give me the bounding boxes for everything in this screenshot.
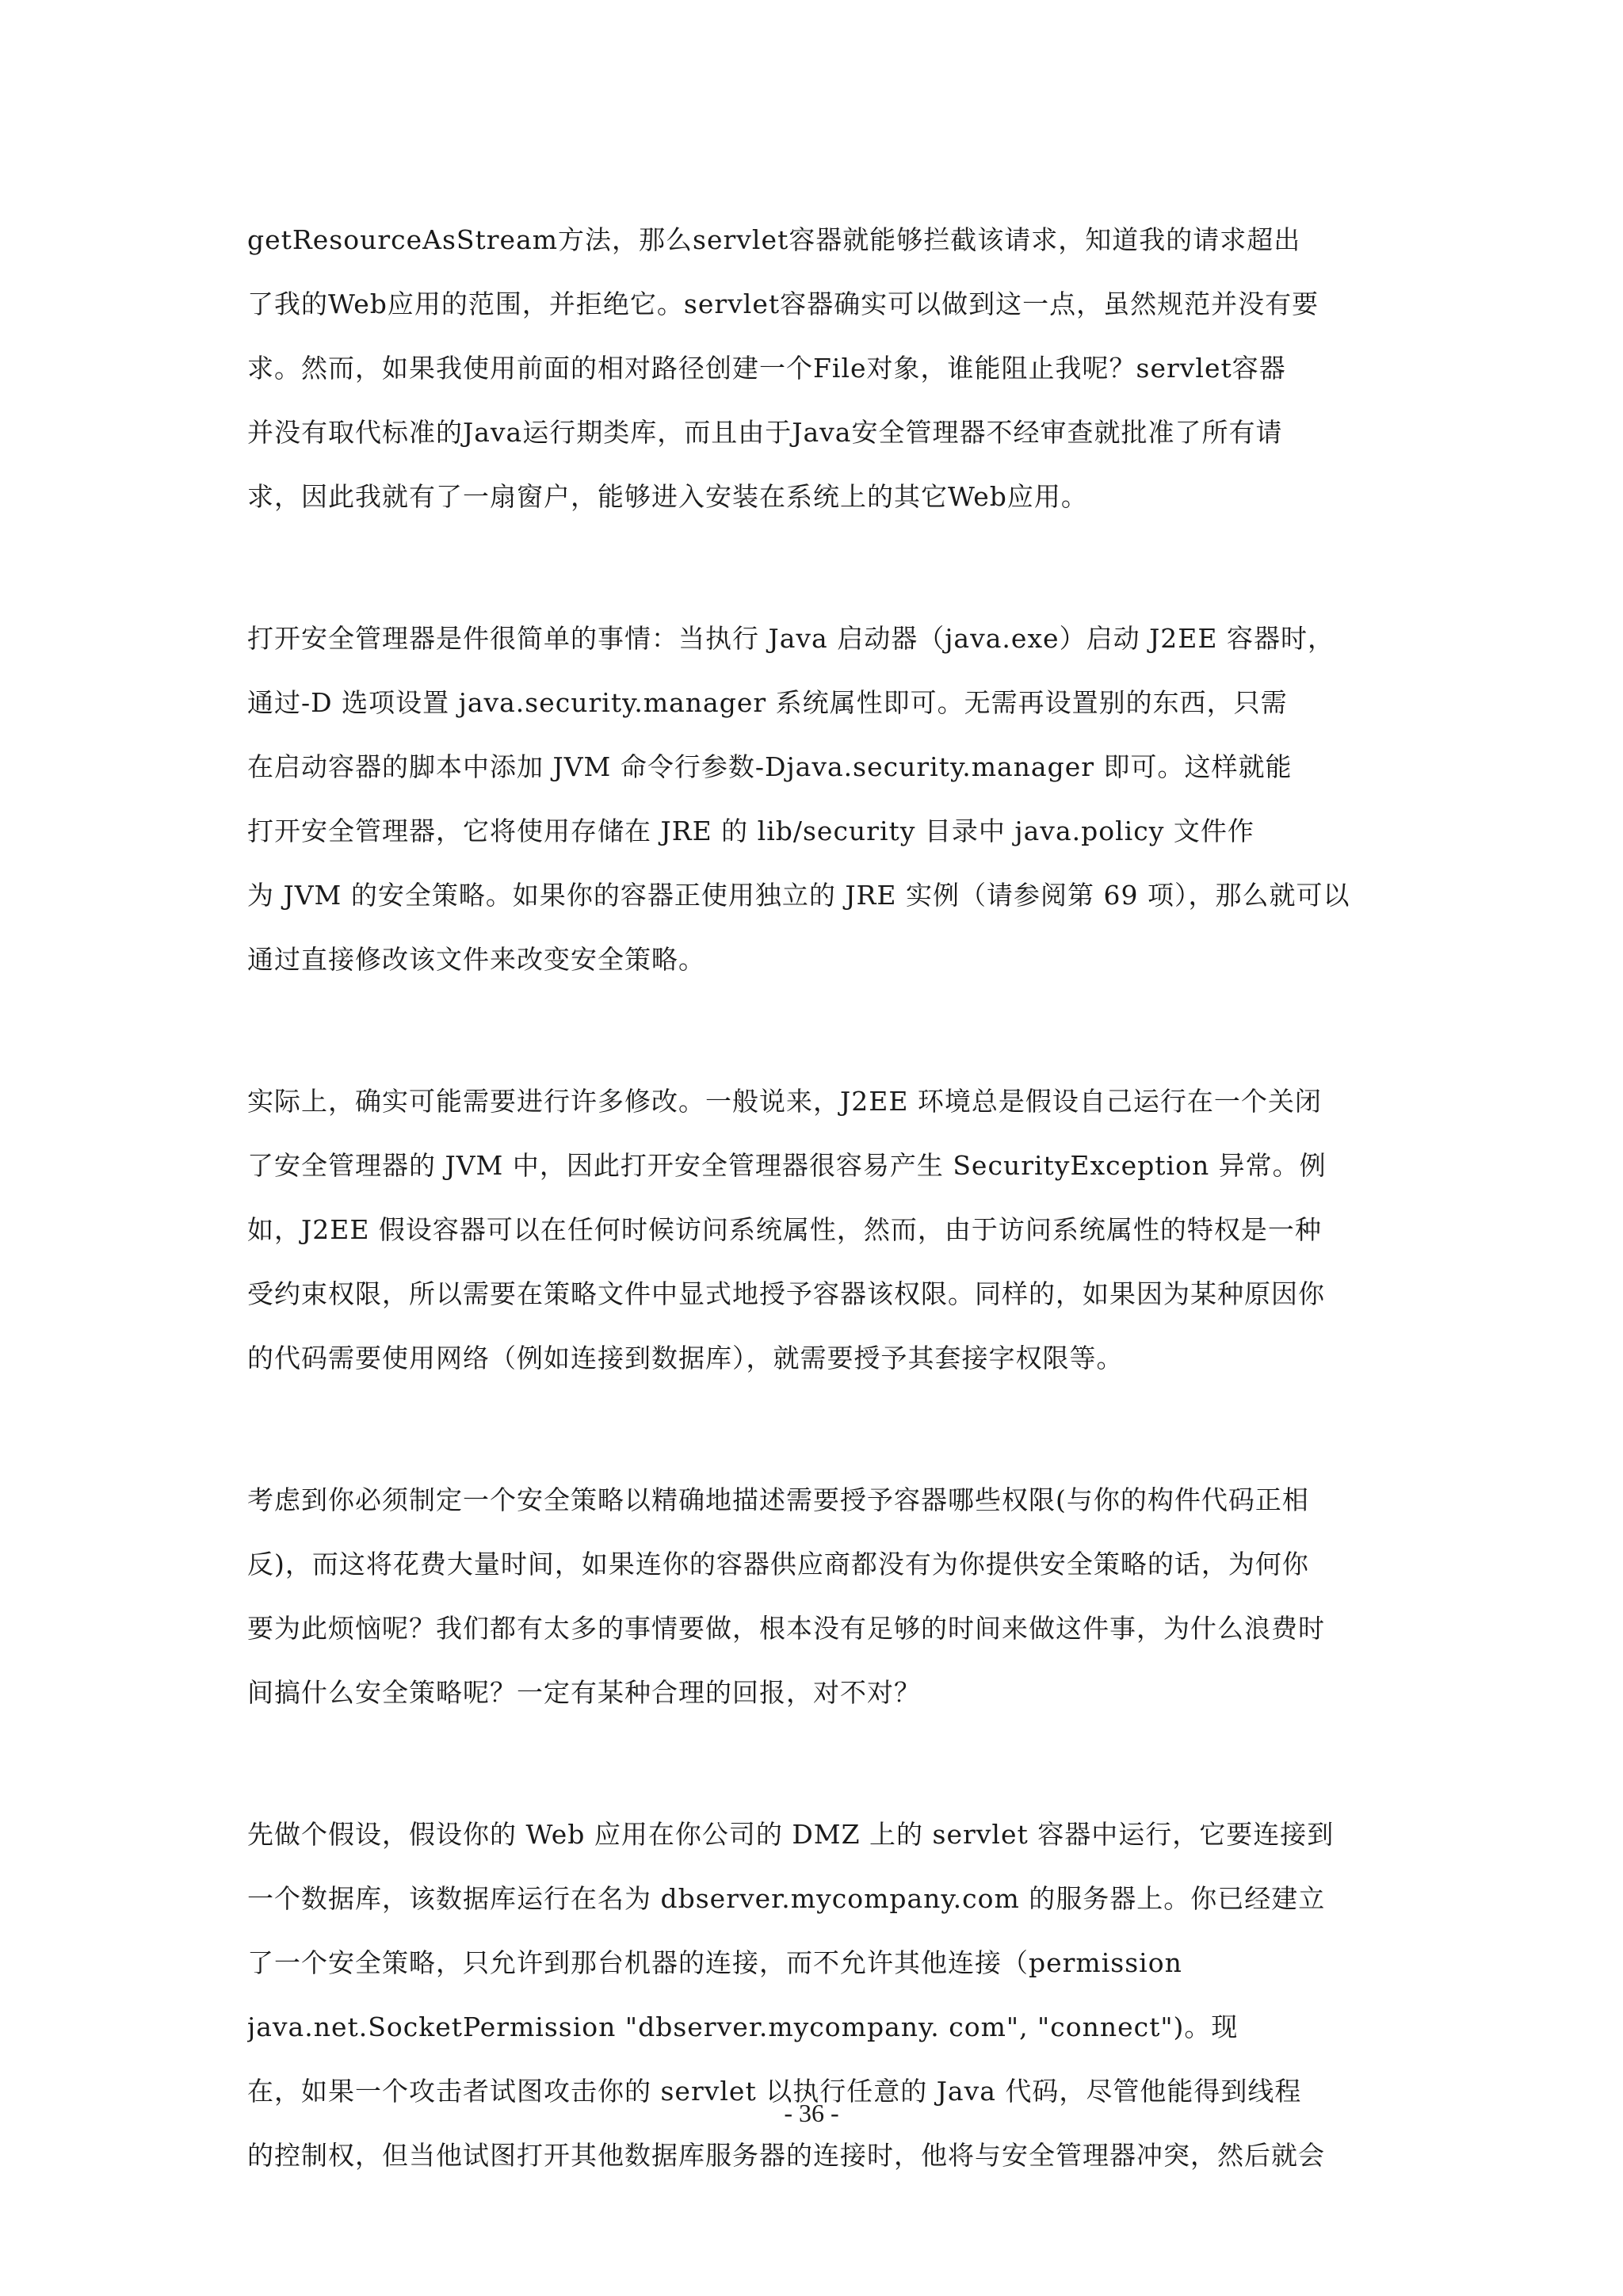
text-line: 如，J2EE 假设容器可以在任何时候访问系统属性，然而，由于访问系统属性的特权是一种	[247, 1214, 1322, 1245]
text-line: 要为此烦恼呢？我们都有太多的事情要做，根本没有足够的时间来做这件事，为什么浪费时	[247, 1613, 1325, 1644]
text-line: 的控制权，但当他试图打开其他数据库服务器的连接时，他将与安全管理器冲突，然后就会	[247, 2140, 1325, 2171]
text-line: 了我的Web应用的范围，并拒绝它。servlet容器确实可以做到这一点，虽然规范并没有要	[247, 288, 1319, 319]
text-line: 求，因此我就有了一扇窗户，能够进入安装在系统上的其它Web应用。	[247, 481, 1088, 512]
paragraph-5	[247, 1802, 1384, 2187]
paragraph-2	[247, 606, 1384, 991]
text-line: 反)，而这将花费大量时间，如果连你的容器供应商都没有为你提供安全策略的话，为何你	[247, 1549, 1309, 1580]
text-line: 的代码需要使用网络（例如连接到数据库），就需要授予其套接字权限等。	[247, 1343, 1124, 1373]
text-line: 通过直接修改该文件来改变安全策略。	[247, 944, 705, 975]
text-line: 为 JVM 的安全策略。如果你的容器正使用独立的 JRE 实例（请参阅第 69 项），那么就可以	[247, 880, 1350, 911]
text-line: 先做个假设，假设你的 Web 应用在你公司的 DMZ 上的 servlet 容器中运行，它要连接到	[247, 1819, 1335, 1850]
paragraph-4	[247, 1468, 1384, 1725]
paragraph-1	[247, 208, 1384, 529]
text-line: 在启动容器的脚本中添加 JVM 命令行参数-Djava.security.manager 即可。这样就能	[247, 751, 1293, 782]
text-line: 打开安全管理器，它将使用存储在 JRE 的 lib/security 目录中 java.policy 文件作	[247, 816, 1254, 846]
text-line: 实际上，确实可能需要进行许多修改。一般说来，J2EE 环境总是假设自己运行在一个关闭	[247, 1086, 1322, 1117]
text-line: getResourceAsStream方法，那么servlet容器就能够拦截该请求，知道我的请求超出	[247, 224, 1301, 255]
text-line: 并没有取代标准的Java运行期类库，而且由于Java安全管理器不经审查就批准了所有请	[247, 417, 1283, 448]
text-line: java.net.SocketPermission "dbserver.mycompany. com", "connect")。现	[247, 2011, 1239, 2042]
text-line: 了安全管理器的 JVM 中，因此打开安全管理器很容易产生 SecurityException 异常。例	[247, 1150, 1327, 1181]
text-line: 打开安全管理器是件很简单的事情：当执行 Java 启动器（java.exe）启动 J2EE 容器时，	[247, 623, 1335, 654]
text-line: 受约束权限，所以需要在策略文件中显式地授予容器该权限。同样的，如果因为某种原因你	[247, 1278, 1325, 1309]
text-line: 通过-D 选项设置 java.security.manager 系统属性即可。无需再设置别的东西，只需	[247, 687, 1288, 718]
text-line: 在，如果一个攻击者试图攻击你的 servlet 以执行任意的 Java 代码，尽管他能得到线程	[247, 2076, 1302, 2107]
page-number: - 36 -	[784, 2099, 839, 2127]
text-line: 间搞什么安全策略呢？一定有某种合理的回报，对不对？	[247, 1677, 921, 1708]
text-line: 一个数据库，该数据库运行在名为 dbserver.mycompany.com 的服务器上。你已经建立	[247, 1883, 1326, 1914]
text-line: 求。然而，如果我使用前面的相对路径创建一个File对象，谁能阻止我呢？servlet容器	[247, 353, 1286, 384]
paragraph-3	[247, 1069, 1384, 1390]
body-text	[247, 208, 1384, 2265]
text-line: 了一个安全策略，只允许到那台机器的连接，而不允许其他连接（permission	[247, 1947, 1182, 1978]
text-line: 考虑到你必须制定一个安全策略以精确地描述需要授予容器哪些权限(与你的构件代码正相	[247, 1484, 1309, 1515]
